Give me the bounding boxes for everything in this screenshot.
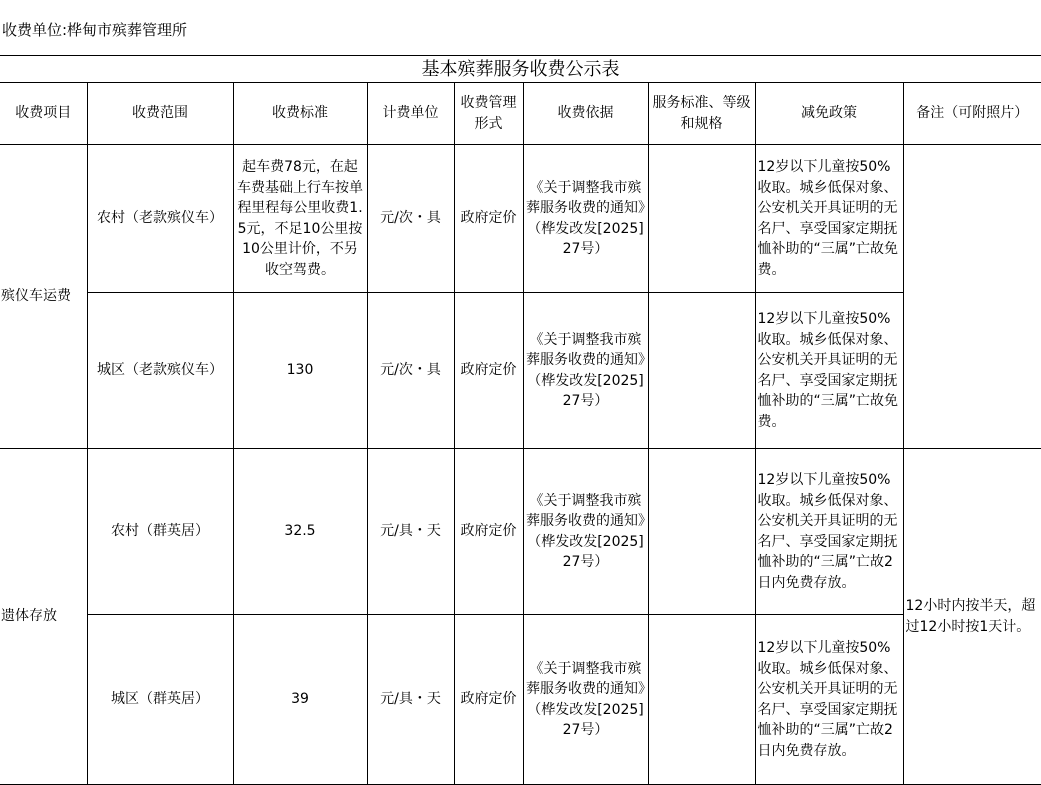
item-cell: 遗体存放 <box>0 449 87 785</box>
table-title: 基本殡葬服务收费公示表 <box>0 55 1041 82</box>
charging-unit-line: 收费单位:桦甸市殡葬管理所 <box>2 21 188 39</box>
basis-cell: 《关于调整我市殡葬服务收费的通知》（桦发改发[2025]27号） <box>523 293 648 449</box>
service-standard-cell <box>648 615 755 785</box>
header-standard: 收费标准 <box>233 83 367 145</box>
header-remark: 备注（可附照片） <box>903 83 1041 145</box>
header-policy: 减免政策 <box>755 83 903 145</box>
management-form-cell: 政府定价 <box>454 293 523 449</box>
standard-cell: 130 <box>233 293 367 449</box>
scope-cell: 农村（老款殡仪车） <box>87 145 233 293</box>
header-service-standard: 服务标准、等级和规格 <box>648 83 755 145</box>
basis-cell: 《关于调整我市殡葬服务收费的通知》（桦发改发[2025]27号） <box>523 615 648 785</box>
item-cell: 殡仪车运费 <box>0 145 87 449</box>
unit-cell: 元/次・具 <box>367 145 454 293</box>
table-row <box>0 615 1041 785</box>
fee-table <box>0 82 1041 785</box>
policy-cell: 12岁以下儿童按50%收取。城乡低保对象、公安机关开具证明的无名尸、享受国家定期抚恤补助的“三属”亡故免费。 <box>755 293 903 449</box>
header-unit: 计费单位 <box>367 83 454 145</box>
basis-cell: 《关于调整我市殡葬服务收费的通知》（桦发改发[2025]27号） <box>523 145 648 293</box>
policy-cell: 12岁以下儿童按50%收取。城乡低保对象、公安机关开具证明的无名尸、享受国家定期抚恤补助的“三属”亡故免费。 <box>755 145 903 293</box>
remark-cell: 12小时内按半天，超过12小时按1天计。 <box>903 449 1041 785</box>
standard-cell: 起车费78元，在起车费基础上行车按单程里程每公里收费1.5元，不足10公里按10公里计价，不另收空驾费。 <box>233 145 367 293</box>
management-form-cell: 政府定价 <box>454 615 523 785</box>
service-standard-cell <box>648 449 755 615</box>
header-management-form: 收费管理形式 <box>454 83 523 145</box>
standard-cell: 32.5 <box>233 449 367 615</box>
header-basis: 收费依据 <box>523 83 648 145</box>
service-standard-cell <box>648 293 755 449</box>
management-form-cell: 政府定价 <box>454 449 523 615</box>
header-row <box>0 83 1041 145</box>
table-row <box>0 449 1041 615</box>
scope-cell: 城区（老款殡仪车） <box>87 293 233 449</box>
standard-cell: 39 <box>233 615 367 785</box>
scope-cell: 农村（群英居） <box>87 449 233 615</box>
table-row <box>0 293 1041 449</box>
service-standard-cell <box>648 145 755 293</box>
scope-cell: 城区（群英居） <box>87 615 233 785</box>
basis-cell: 《关于调整我市殡葬服务收费的通知》（桦发改发[2025]27号） <box>523 449 648 615</box>
remark-cell <box>903 145 1041 449</box>
management-form-cell: 政府定价 <box>454 145 523 293</box>
policy-cell: 12岁以下儿童按50%收取。城乡低保对象、公安机关开具证明的无名尸、享受国家定期抚恤补助的“三属”亡故2日内免费存放。 <box>755 449 903 615</box>
unit-cell: 元/具・天 <box>367 449 454 615</box>
header-item: 收费项目 <box>0 83 87 145</box>
unit-cell: 元/次・具 <box>367 293 454 449</box>
unit-cell: 元/具・天 <box>367 615 454 785</box>
table-row <box>0 145 1041 293</box>
policy-cell: 12岁以下儿童按50%收取。城乡低保对象、公安机关开具证明的无名尸、享受国家定期抚恤补助的“三属”亡故2日内免费存放。 <box>755 615 903 785</box>
header-scope: 收费范围 <box>87 83 233 145</box>
